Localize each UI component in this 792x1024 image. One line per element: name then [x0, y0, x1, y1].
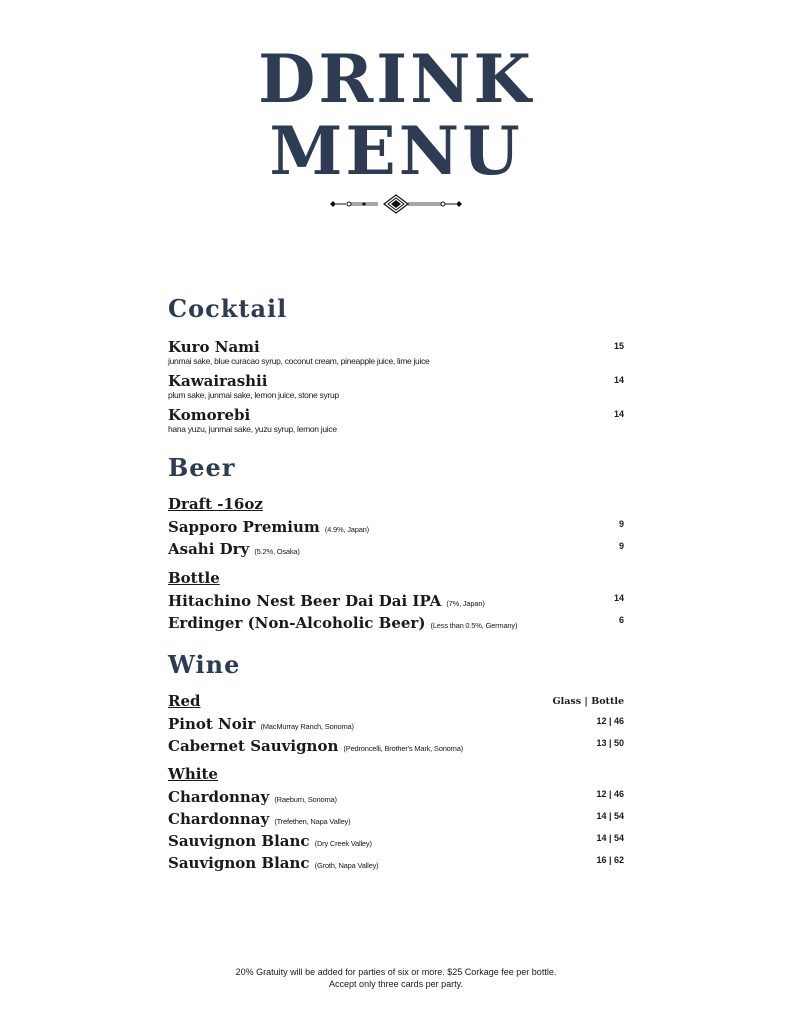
item-price: 15 — [613, 341, 624, 351]
art-deco-ornament-icon — [326, 193, 466, 215]
item-note: (Dry Creek Valley) — [314, 839, 372, 848]
item-name: Kawairashii — [168, 372, 268, 390]
item-price: 14 | 54 — [596, 811, 624, 821]
item-description: plum sake, junmai sake, lemon juice, stone syrup — [168, 390, 339, 400]
menu-item — [168, 736, 624, 755]
item-price: 14 — [613, 593, 624, 603]
item-price: 12 | 46 — [596, 789, 624, 799]
subheading-draft: Draft -16oz — [168, 495, 263, 513]
item-note: (Less than 0.5%, Germany) — [430, 621, 518, 630]
item-note: (Pedroncelli, Brother's Mark, Sonoma) — [343, 744, 463, 753]
item-price: 9 — [618, 541, 624, 551]
item-name: Sauvignon Blanc — [168, 854, 310, 872]
footer-line-2: Accept only three cards per party. — [329, 979, 463, 989]
menu-item — [168, 517, 624, 536]
item-price: 13 | 50 — [596, 738, 624, 748]
menu-item — [168, 539, 624, 558]
item-name: Sauvignon Blanc — [168, 832, 310, 850]
item-price: 6 — [618, 615, 624, 625]
subheading-white: White — [168, 765, 218, 783]
section-heading-wine: Wine — [168, 650, 241, 679]
menu-item — [168, 831, 624, 850]
item-price: 16 | 62 — [596, 855, 624, 865]
section-heading-beer: Beer — [168, 453, 236, 482]
subheading-bottle: Bottle — [168, 569, 220, 587]
footer-note — [0, 966, 792, 990]
menu-item — [168, 809, 624, 828]
item-note: (Trefethen, Napa Valley) — [274, 817, 351, 826]
item-note: (5.2%, Osaka) — [254, 547, 300, 556]
item-note: (Groth, Napa Valley) — [314, 861, 379, 870]
item-name: Chardonnay — [168, 810, 270, 828]
item-name: Kuro Nami — [168, 338, 260, 356]
item-name: Pinot Noir — [168, 715, 256, 733]
item-name: Sapporo Premium — [168, 518, 320, 536]
item-note: (7%, Japan) — [446, 599, 485, 608]
menu-item — [168, 591, 624, 610]
item-name: Komorebi — [168, 406, 251, 424]
item-note: (MacMurray Ranch, Sonoma) — [260, 722, 354, 731]
menu-item — [168, 405, 624, 434]
footer-line-1: 20% Gratuity will be added for parties of six or more. $25 Corkage fee per bottle. — [235, 967, 557, 977]
menu-item — [168, 714, 624, 733]
item-price: 14 — [613, 375, 624, 385]
title-line-2: MENU — [269, 112, 523, 190]
item-price: 9 — [618, 519, 624, 529]
item-name: Erdinger (Non-Alcoholic Beer) — [168, 614, 426, 632]
item-description: hana yuzu, junmai sake, yuzu syrup, lemon juice — [168, 424, 337, 434]
item-note: (Raeburn, Sonoma) — [274, 795, 337, 804]
subheading-red: Red — [168, 692, 201, 710]
item-name: Chardonnay — [168, 788, 270, 806]
menu-item — [168, 787, 624, 806]
section-heading-cocktail: Cocktail — [168, 294, 288, 323]
item-description: junmai sake, blue curacao syrup, coconut cream, pineapple juice, lime juice — [168, 356, 430, 366]
item-name: Hitachino Nest Beer Dai Dai IPA — [168, 592, 442, 610]
item-price: 14 | 54 — [596, 833, 624, 843]
item-note: (4.9%, Japan) — [324, 525, 369, 534]
menu-item — [168, 371, 624, 400]
menu-item — [168, 337, 624, 366]
title-line-1: DRINK — [258, 40, 534, 118]
menu-item — [168, 853, 624, 872]
menu-item — [168, 613, 624, 632]
glass-bottle-label: Glass | Bottle — [552, 696, 624, 707]
item-price: 14 — [613, 409, 624, 419]
item-name: Cabernet Sauvignon — [168, 737, 339, 755]
item-name: Asahi Dry — [168, 540, 250, 558]
item-price: 12 | 46 — [596, 716, 624, 726]
